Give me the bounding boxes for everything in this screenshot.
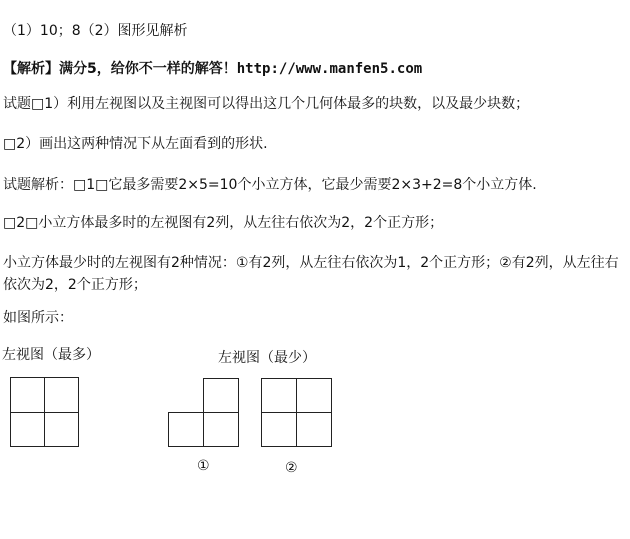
banner-text: 满分5，给你不一样的解答！ xyxy=(59,61,237,77)
as-shown-line: 如图所示： xyxy=(3,310,73,326)
case-2-horizontal-divider xyxy=(261,412,332,413)
question-line-2: □2）画出这两种情况下从左面看到的形状. xyxy=(3,136,268,152)
analysis-line-3: 小立方体最少时的左视图有2种情况：①有2列，从左往右依次为1，2个正方形；②有2列，从左往右依次为2，2个正方形； xyxy=(3,255,619,293)
case-1-top-square xyxy=(203,378,239,413)
analysis-line-1: 试题解析：□1□它最多需要2×5=10个小立方体，它最少需要2×3+2=8个小立方体. xyxy=(3,177,537,193)
explanation-header xyxy=(3,60,422,78)
case-2-marker: ② xyxy=(285,460,298,476)
question-line-1: 试题□1）利用左视图以及主视图可以得出这几个几何体最多的块数，以及最少块数； xyxy=(3,96,530,112)
case-1-bottom-left-square xyxy=(168,412,204,447)
min-view-label: 左视图（最少） xyxy=(218,350,316,366)
explanation-bracket-label: 【解析】 xyxy=(3,61,59,77)
analysis-line-2: □2□小立方体最多时的左视图有2列，从左往右依次为2，2个正方形； xyxy=(3,215,444,231)
answer-line: （1）10；8（2）图形见解析 xyxy=(3,23,188,39)
site-url: http://www.manfen5.com xyxy=(236,61,423,77)
max-view-label: 左视图（最多） xyxy=(2,347,100,363)
case-1-marker: ① xyxy=(197,458,210,474)
max-view-horizontal-divider xyxy=(10,412,79,413)
case-1-bottom-right-square xyxy=(203,412,239,447)
